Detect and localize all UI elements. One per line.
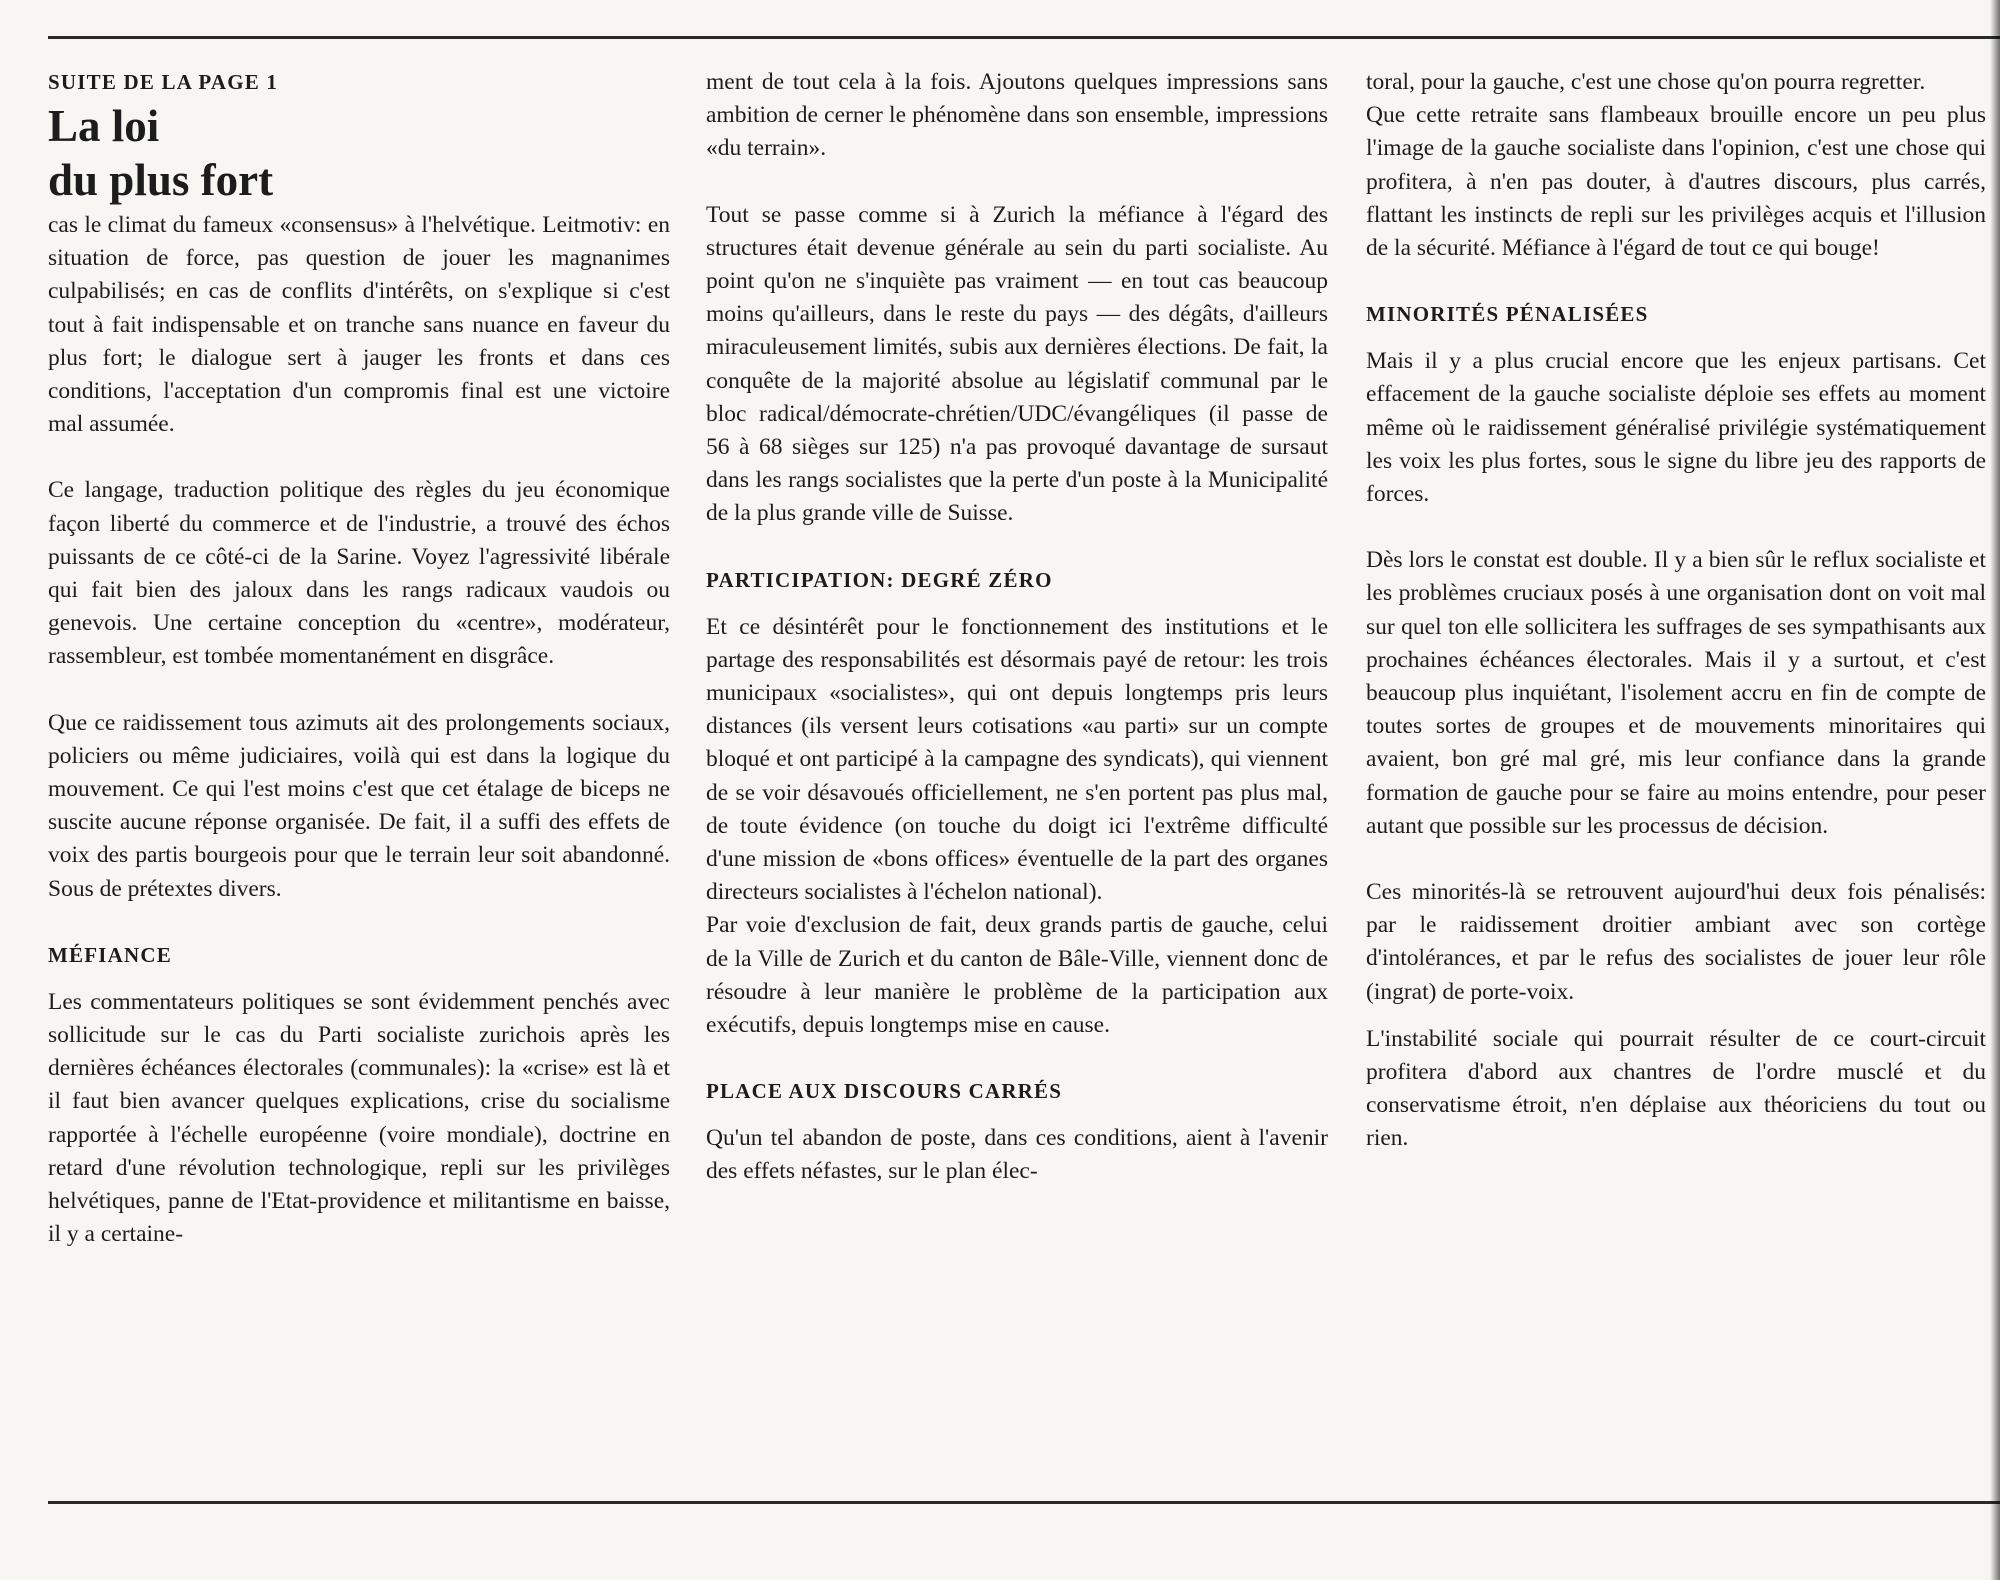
paragraph: Mais il y a plus crucial encore que les enjeux partisans. Cet effacement de la gauche socialiste déploie ses effets au moment même où le raidissement généralisé privilégie systématiquement les voix les plus fortes, sous le signe du libre jeu des rapports de forces. [1366, 348, 1986, 508]
kicker: SUITE DE LA PAGE 1 [48, 70, 279, 94]
column-1 [48, 66, 670, 1251]
subhead-discours: PLACE AUX DISCOURS CARRÉS [706, 1079, 1063, 1104]
paragraph: Tout se passe comme si à Zurich la méfiance à l'égard des structures était devenue générale au sein du parti socialiste. Au point qu'on ne s'inquiète pas vraiment — en tout cas beaucoup moins qu'ailleurs, dans le reste du pays — des dégâts, d'ailleurs miraculeusement limités, subis aux dernières élections. De fait, la conquête de la majorité absolue au législatif communal par le bloc radical/démocrate-chrétien/UDC/évangéliques (il passe de 56 à 68 sièges sur 125) n'a pas provoqué davantage de sursaut dans les rangs socialistes que la perte d'un poste à la Municipalité de la plus grande ville de Suisse. [706, 201, 1328, 527]
title-line-1: La loi [48, 101, 160, 151]
paragraph: Ces minorités-là se retrouvent aujourd'hui deux fois pénalisés: par le raidissement droitier ambiant avec son cortège d'intolérances, et par le refus des socialistes de jouer leur rôle (ingrat) de porte-voix. [1366, 879, 1986, 1005]
subhead-mefiance: MÉFIANCE [48, 942, 172, 967]
paragraph: Les commentateurs politiques se sont évidemment penchés avec sollicitude sur le cas du Parti socialiste zurichois après les dernières échéances électorales (communales): la «crise» est là et il faut bien avancer quelques explications, crise du socialisme rapportée à l'échelle européenne (voire mondiale), doctrine en retard d'une révolution technologique, repli sur les privilèges helvétiques, panne de l'Etat-providence et militantisme en baisse, il y a certaine- [48, 988, 670, 1248]
paragraph: toral, pour la gauche, c'est une chose qu'on pourra regretter. [1366, 69, 1926, 95]
paragraph: Et ce désintérêt pour le fonctionnement des institutions et le partage des responsabilités est désormais payé de retour: les trois municipaux «socialistes», qui ont depuis longtemps pris leurs distances (ils versent leurs cotisations «au parti» sur un compte bloqué et ont participé à la campagne des syndicats), qui viennent de se voir désavoués officiellement, ne s'en portent pas plus mal, de toute évidence (on touche du doigt ici l'extrême difficulté d'une mission de «bons offices» éventuelle de la part des organes directeurs socialistes à l'échelon national). [706, 613, 1328, 906]
paragraph: L'instabilité sociale qui pourrait résulter de ce court-circuit profitera d'abord aux chantres de l'ordre musclé et du conservatisme étroit, n'en déplaise aux théoriciens du tout ou rien. [1366, 1025, 1986, 1152]
subhead-participation: PARTICIPATION: DEGRÉ ZÉRO [706, 567, 1053, 592]
column-3 [1366, 66, 1986, 1156]
paragraph: Par voie d'exclusion de fait, deux grands partis de gauche, celui de la Ville de Zurich et du canton de Bâle-Ville, viennent donc de résoudre à leur manière le problème de la participation aux exécutifs, depuis longtemps mise en cause. [706, 912, 1328, 1039]
paragraph: cas le climat du fameux «consensus» à l'helvétique. Leitmotiv: en situation de force, pas question de jouer les magnanimes culpabilisés; en cas de conflits d'intérêts, on s'explique si c'est tout à fait indispensable et on tranche sans nuance en faveur du plus fort; le dialogue sert à jauger les fronts et dans ces conditions, l'acceptation d'un compromis final est une victoire mal assumée. [48, 212, 670, 438]
paragraph: Qu'un tel abandon de poste, dans ces conditions, aient à l'avenir des effets néfastes, sur le plan élec- [706, 1125, 1328, 1185]
bottom-rule [48, 1501, 2000, 1504]
paragraph: Ce langage, traduction politique des règles du jeu économique façon liberté du commerce et de l'industrie, a trouvé des échos puissants de ce côté-ci de la Sarine. Voyez l'agressivité libérale qui fait bien des jaloux dans les rangs radicaux vaudois ou genevois. Une certaine conception du «centre», modérateur, rassembleur, est tombée momentanément en disgrâce. [48, 477, 670, 670]
column-2 [706, 66, 1328, 1189]
title-line-2: du plus fort [48, 155, 274, 205]
paragraph: ment de tout cela à la fois. Ajoutons quelques impressions sans ambition de cerner le phénomène dans son ensemble, impressions «du terrain». [706, 69, 1328, 162]
subhead-minorites: MINORITÉS PÉNALISÉES [1366, 302, 1649, 327]
top-rule [48, 36, 2000, 39]
article-title [48, 99, 670, 207]
paragraph: Que ce raidissement tous azimuts ait des prolongements sociaux, policiers ou même judiciaires, voilà qui est dans la logique du mouvement. Ce qui l'est moins c'est que cet étalage de biceps ne suscite aucune réponse organisée. De fait, il a suffi des effets de voix des partis bourgeois pour que le terrain leur soit abandonné. Sous de prétextes divers. [48, 709, 670, 902]
paragraph: Que cette retraite sans flambeaux brouille encore un peu plus l'image de la gauche socialiste dans l'opinion, c'est une chose qui profitera, à n'en pas douter, à d'autres discours, plus carrés, flattant les instincts de repli sur les privilèges acquis et l'illusion de la sécurité. Méfiance à l'égard de tout ce qui bouge! [1366, 102, 1986, 262]
page-edge-shadow [1990, 0, 2000, 1580]
paragraph: Dès lors le constat est double. Il y a bien sûr le reflux socialiste et les problèmes cruciaux posés à une organisation dont on voit mal sur quel ton elle sollicitera les suffrages de ses sympathisants aux prochaines échéances électorales. Mais il y a surtout, et c'est beaucoup plus inquiétant, l'isolement accru en fin de compte de toutes sortes de groupes et de mouvements minoritaires qui avaient, bon gré mal gré, mis leur confiance dans la grande formation de gauche pour se faire au moins entendre, pour peser autant que possible sur les processus de décision. [1366, 547, 1986, 839]
